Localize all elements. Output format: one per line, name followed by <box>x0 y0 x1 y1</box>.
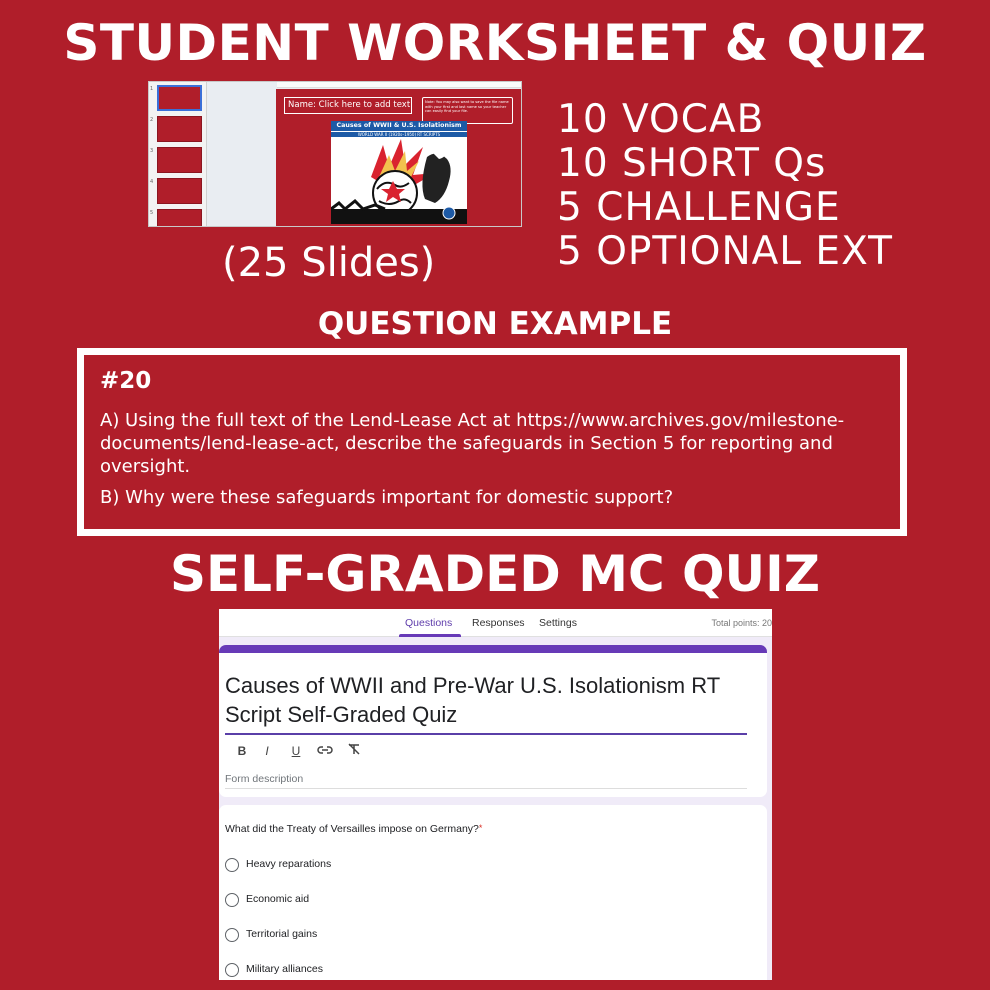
slide-thumbnail[interactable] <box>157 85 202 111</box>
poster-illustration <box>331 137 467 224</box>
poster-subtitle: WORLD WAR II (1920s–1950) RT SCRIPTS <box>331 131 467 137</box>
required-mark: * <box>478 823 483 833</box>
poster-image <box>331 121 467 224</box>
stat-optional-ext: 5 OPTIONAL EXT <box>557 229 893 274</box>
description-underline <box>225 788 747 789</box>
question-label: What did the Treaty of Versailles impose on Germany? <box>225 823 479 835</box>
radio-button[interactable] <box>225 893 239 907</box>
slide-thumbnail[interactable] <box>157 209 202 227</box>
clear-format-icon[interactable] <box>345 742 363 760</box>
note-text: Note: You may also want to save the file name with your first and last name so your teacher can easily find your file. <box>422 97 513 124</box>
slide-thumbnail[interactable] <box>157 116 202 142</box>
underline-button[interactable]: U <box>291 744 301 758</box>
form-tab-bar <box>219 609 772 637</box>
slide-canvas <box>276 89 522 227</box>
thumb-number: 4 <box>150 179 154 185</box>
quiz-form <box>219 609 772 980</box>
option-label: Economic aid <box>246 893 310 905</box>
thumb-number: 3 <box>150 148 154 154</box>
question-example-heading: QUESTION EXAMPLE <box>317 306 673 342</box>
active-tab-indicator <box>399 634 461 637</box>
stat-vocab: 10 VOCAB <box>557 97 765 142</box>
quiz-heading: SELF-GRADED MC QUIZ <box>169 545 821 603</box>
bold-button[interactable]: B <box>237 744 247 758</box>
tab-settings[interactable]: Settings <box>539 617 577 629</box>
slide-thumbnail-rail <box>149 82 207 227</box>
ruler <box>277 82 522 88</box>
thumb-number: 1 <box>150 86 154 92</box>
slide-thumbnail[interactable] <box>157 147 202 173</box>
form-title-card <box>219 645 767 797</box>
question-number: #20 <box>100 368 152 394</box>
slides-preview <box>148 81 522 227</box>
italic-button[interactable]: I <box>265 744 269 758</box>
poster-title: Causes of WWII & U.S. Isolationism <box>331 121 467 131</box>
question-example-box <box>77 348 907 536</box>
slide-thumbnail[interactable] <box>157 178 202 204</box>
option-label: Heavy reparations <box>246 858 332 870</box>
tab-responses[interactable]: Responses <box>472 617 525 629</box>
name-text-box[interactable]: Name: Click here to add text <box>284 97 412 114</box>
slides-count: (25 Slides) <box>222 240 436 286</box>
question-card <box>219 805 767 980</box>
question-text <box>225 823 482 835</box>
radio-button[interactable] <box>225 928 239 942</box>
thumb-number: 5 <box>150 210 154 216</box>
question-part-a: A) Using the full text of the Lend-Lease Act at https://www.archives.gov/milestone-documents/lend-lease-act, describe the safeguards in Section 5 for reporting and oversight. <box>100 410 845 477</box>
option-label: Military alliances <box>246 963 324 975</box>
option-label: Territorial gains <box>246 928 318 940</box>
total-points: Total points: 20 <box>711 618 772 628</box>
thumb-number: 2 <box>150 117 154 123</box>
radio-button[interactable] <box>225 963 239 977</box>
form-description-field[interactable]: Form description <box>225 773 304 785</box>
page-title: STUDENT WORKSHEET & QUIZ <box>63 14 927 72</box>
stat-short-questions: 10 SHORT Qs <box>557 141 827 186</box>
link-icon[interactable] <box>316 742 334 760</box>
form-title[interactable]: Causes of WWII and Pre-War U.S. Isolationism RT Script Self-Graded Quiz <box>225 673 720 727</box>
tab-questions[interactable]: Questions <box>405 617 453 629</box>
title-underline <box>225 733 747 735</box>
stat-challenge: 5 CHALLENGE <box>557 185 841 230</box>
question-part-b: B) Why were these safeguards important for domestic support? <box>100 487 674 508</box>
radio-button[interactable] <box>225 858 239 872</box>
